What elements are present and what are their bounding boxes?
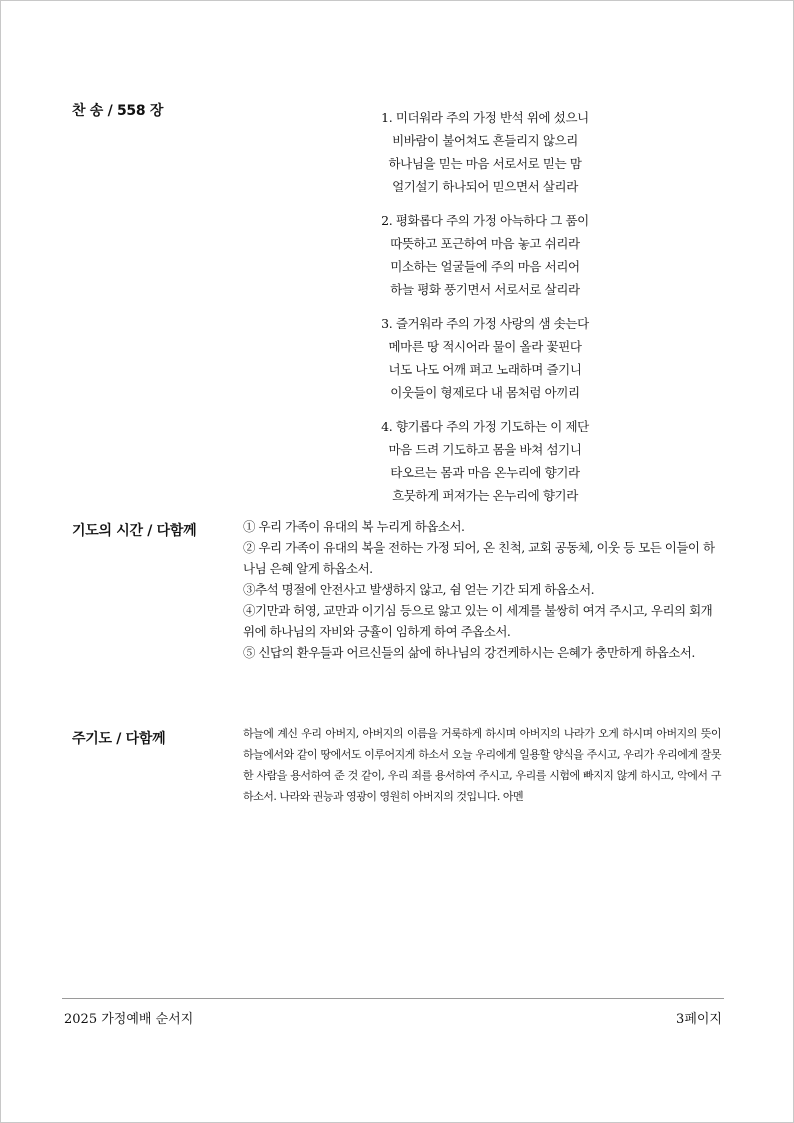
- hymn-verse-4: [320, 415, 650, 507]
- lyric-line: 3. 즐거워라 주의 가정 사랑의 샘 솟는다: [381, 316, 589, 331]
- prayer-item: ③추석 명절에 안전사고 발생하지 않고, 쉼 얻는 기간 되게 하옵소서.: [243, 582, 595, 597]
- lyric-line: 타오르는 몸과 마음 온누리에 향기라: [390, 465, 580, 480]
- lyric-line: 4. 향기롭다 주의 가정 기도하는 이 제단: [381, 419, 589, 434]
- lyric-line: 얼기설기 하나되어 믿으면서 살리라: [392, 179, 578, 194]
- lyric-line: 하나님을 믿는 마음 서로서로 믿는 맘: [388, 156, 582, 171]
- hymn-lyrics: [320, 106, 650, 518]
- prayer-item: ⑤ 신답의 환우들과 어르신들의 삶에 하나님의 강건케하시는 은혜가 충만하게 하옵소서.: [243, 645, 695, 660]
- hymn-verse-2: [320, 209, 650, 301]
- hymn-verse-1: [320, 106, 650, 198]
- lyric-line: 비바람이 불어쳐도 흔들리지 않으리: [392, 133, 578, 148]
- lords-prayer-title: 주기도 / 다함께: [72, 731, 166, 747]
- prayer-item: ① 우리 가족이 유대의 복 누리게 하옵소서.: [243, 519, 465, 534]
- lyric-line: 흐뭇하게 퍼져가는 온누리에 향기라: [392, 488, 578, 503]
- lyric-line: 메마른 땅 적시어라 물이 올라 꽃핀다: [388, 339, 582, 354]
- prayer-section-title: 기도의 시간 / 다함께: [72, 523, 197, 539]
- lyric-line: 마음 드려 기도하고 몸을 바쳐 섬기니: [388, 442, 582, 457]
- hymn-section-title: 찬 송 / 558 장: [72, 103, 164, 119]
- prayer-item: ② 우리 가족이 유대의 복을 전하는 가정 되어, 온 친척, 교회 공동체, 이웃 등 모든 이들이 하나님 은혜 알게 하옵소서.: [243, 540, 715, 576]
- prayer-list: [243, 516, 721, 663]
- lyric-line: 따뜻하고 포근하여 마음 놓고 쉬리라: [390, 236, 580, 251]
- footer-divider: [62, 998, 724, 999]
- prayer-item: ④기만과 허영, 교만과 이기심 등으로 앓고 있는 이 세계를 불쌍히 여겨 주시고, 우리의 회개 위에 하나님의 자비와 긍휼이 임하게 하여 주옵소서.: [243, 603, 713, 639]
- lyric-line: 너도 나도 어깨 펴고 노래하며 즐기니: [388, 362, 582, 377]
- lyric-line: 1. 미더워라 주의 가정 반석 위에 섰으니: [381, 110, 589, 125]
- lyric-line: 2. 평화롭다 주의 가정 아늑하다 그 품이: [381, 213, 589, 228]
- footer-document-title: 2025 가정예배 순서지: [64, 1012, 194, 1027]
- footer-page-number: 3페이지: [676, 1012, 722, 1027]
- lyric-line: 이웃들이 형제로다 내 몸처럼 아끼리: [390, 385, 580, 400]
- hymn-verse-3: [320, 312, 650, 404]
- lords-prayer-text: 하늘에 계신 우리 아버지, 아버지의 이름을 거룩하게 하시며 아버지의 나라가 오게 하시며 아버지의 뜻이 하늘에서와 같이 땅에서도 이루어지게 하소서 오늘 우리에게 일용할 양식을 주시고, 우리가 우리에게 잘못한 사람을 용서하여 준 것 같이, 우리 죄를 용서하여 주시고, 우리를 시험에 빠지지 않게 하시고, 악에서 구하소서. 나라와 권능과 영광이 영원히 아버지의 것입니다. 아멘: [243, 727, 721, 803]
- lyric-line: 미소하는 얼굴들에 주의 마음 서리어: [390, 259, 580, 274]
- lyric-line: 하늘 평화 풍기면서 서로서로 살리라: [390, 282, 580, 297]
